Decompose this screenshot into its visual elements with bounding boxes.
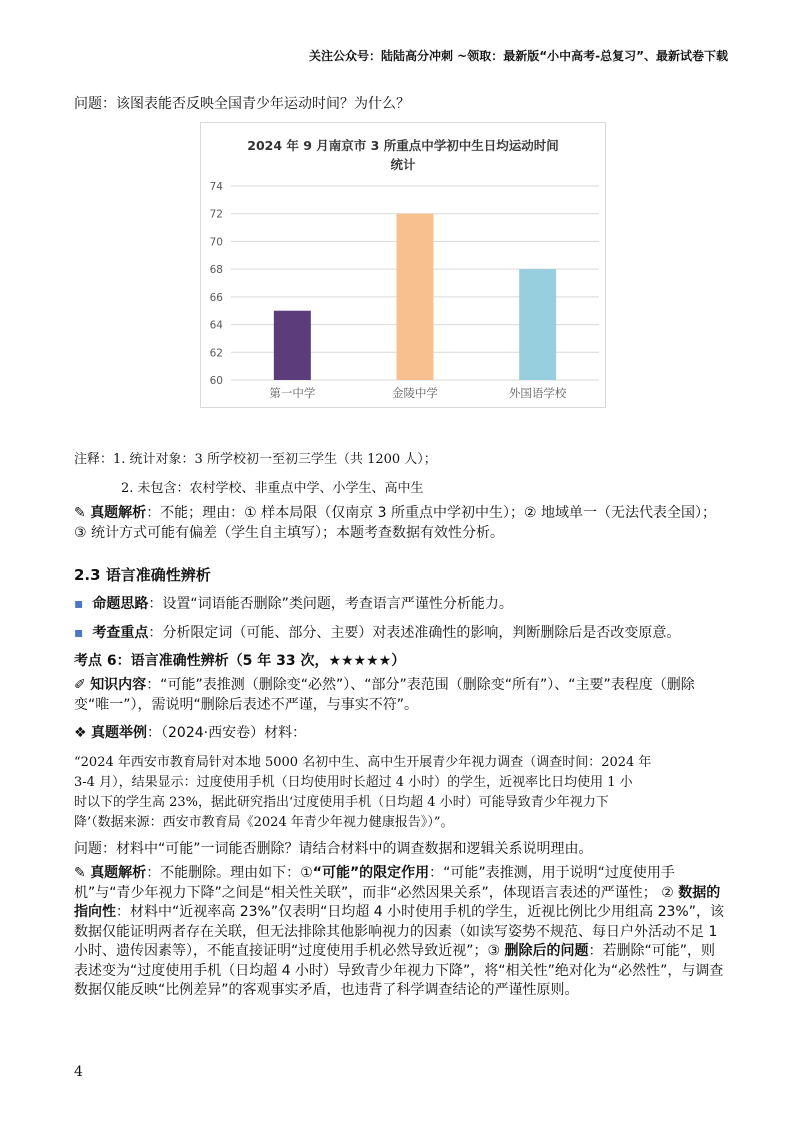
x-tick-label: 第一中学 bbox=[269, 386, 316, 400]
question-2: 问题：材料中“可能”一词能否删除？请结合材料中的调查数据和逻辑关系说明理由。 bbox=[74, 841, 593, 857]
bar-chart bbox=[200, 122, 606, 408]
point-1-number: ① bbox=[300, 865, 313, 881]
material-line: 降’（数据来源：西安市教育局《2024 年青少年视力健康报告》）”。 bbox=[74, 815, 454, 830]
knowledge-text: ：“可能”表推测（删除变“必然”）、“部分”表范围（删除变“所有”）、“主要”表程度（删除变“唯一”），需说明“删除后表述不严谨，与事实不符”。 bbox=[74, 677, 695, 713]
point-3-number: ③ bbox=[487, 943, 501, 959]
material-line: “2024 年西安市教育局针对本地 5000 名初中生、高中生开展青少年视力调查（调查时间：2024 年 bbox=[74, 755, 652, 770]
bar bbox=[519, 269, 556, 380]
point-3-text: ：若删除“可能”，则表述变为“过度使用手机（日均超 4 小时）导致青少年视力下降”，将“相关性”绝对化为“必然性”，与调查数据仅能反映“比例差异”的客观事实矛盾，也违背了科学调查结论的严谨性原则。 bbox=[74, 943, 724, 998]
chart-title-line1: 2024 年 9 月南京市 3 所重点中学初中生日均运动时间 bbox=[247, 138, 559, 153]
bar bbox=[274, 311, 311, 380]
kaodian-title: 考点 6：语言准确性辨析（5 年 33 次，★★★★★） bbox=[74, 653, 406, 669]
note-line-1: 注释：1. 统计对象：3 所学校初一至初三学生（共 1200 人）； bbox=[74, 452, 437, 467]
bullet-2 bbox=[74, 622, 680, 642]
pen-icon: ✐ bbox=[74, 677, 86, 693]
point-2-text: ：材料中“近视率高 23%”仅表明“日均超 4 小时使用手机的学生，近视比例比少用组高 23%”，该数据仅能证明两者存在关联，但无法排除其他影响视力的因素（如读写姿势不规范、每日户外活动不足 1 小时、遗传因素等），不能直接证明“过度使用手机必然导致近视”； bbox=[74, 904, 724, 959]
note-line-2: 2. 未包含：农村学校、非重点中学、小学生、高中生 bbox=[121, 481, 424, 496]
analysis-2 bbox=[74, 864, 724, 1001]
point-2-label: 数据的指向性 bbox=[74, 884, 721, 920]
material-line: 3-4 月），结果显示：过度使用手机（日均使用时长超过 4 小时）的学生，近视率比日均使用 1 小 bbox=[74, 775, 633, 790]
material-line: 时以下的学生高 23%，据此研究指出‘过度使用手机（日均超 4 小时）可能导致青少年视力下 bbox=[74, 795, 609, 810]
analysis-1 bbox=[74, 504, 724, 543]
bullet-2-text: ：分析限定词（可能、部分、主要）对表述准确性的影响，判断删除后是否改变原意。 bbox=[148, 625, 681, 641]
chart-x-ticks bbox=[269, 386, 567, 400]
point-2-number: ② bbox=[661, 884, 674, 901]
x-tick-label: 外国语学校 bbox=[508, 386, 567, 400]
point-1-text: ：“可能”表推测，用于说明“过度使用手机”与“青少年视力下降”之间是“相关性关联”，而非“必然因果关系”，体现语言表述的严谨性； bbox=[74, 865, 675, 901]
diamond-icon: ❖ bbox=[74, 725, 87, 741]
x-tick-label: 金陵中学 bbox=[392, 386, 438, 400]
section-title: 2.3 语言准确性辨析 bbox=[74, 566, 211, 584]
analysis-1-text: ：不能；理由：① 样本局限（仅南京 3 所重点中学初中生）；② 地域单一（无法代表全国）；③ 统计方式可能有偏差（学生自主填写）；本题考查数据有效性分析。 bbox=[74, 505, 716, 541]
y-tick-label: 62 bbox=[209, 347, 223, 360]
y-tick-label: 70 bbox=[209, 236, 223, 249]
point-1-label: “可能”的限定作用 bbox=[312, 865, 430, 881]
bullet-1-text: ：设置“词语能否删除”类问题，考查语言严谨性分析能力。 bbox=[148, 596, 513, 612]
chart-svg bbox=[201, 123, 605, 407]
analysis-2-intro: ：不能删除。理由如下： bbox=[146, 865, 301, 881]
y-tick-label: 60 bbox=[209, 375, 223, 387]
example-text: ：（2024·西安卷）材料： bbox=[147, 725, 307, 741]
y-tick-label: 74 bbox=[209, 181, 223, 193]
y-tick-label: 72 bbox=[209, 208, 223, 221]
bar bbox=[397, 214, 434, 380]
question-1: 问题：该图表能否反映全国青少年运动时间？为什么？ bbox=[74, 96, 410, 112]
bullet-1 bbox=[74, 593, 513, 613]
y-tick-label: 66 bbox=[209, 291, 223, 304]
analysis-1-label: 真题解析 bbox=[90, 505, 147, 521]
analysis-2-label: 真题解析 bbox=[90, 865, 147, 881]
point-3-label: 删除后的问题 bbox=[504, 943, 589, 959]
knowledge-label: 知识内容 bbox=[90, 677, 147, 693]
bullet-dot-icon: ▪ bbox=[74, 625, 84, 641]
chart-title-line2: 统计 bbox=[390, 157, 416, 172]
chart-y-ticks bbox=[210, 181, 224, 387]
y-tick-label: 68 bbox=[209, 264, 223, 277]
example-heading bbox=[74, 722, 306, 742]
bullet-2-label: 考查重点 bbox=[92, 625, 149, 641]
pencil-icon: ✎ bbox=[74, 865, 86, 881]
page-header: 关注公众号：陆陆高分冲刺 ~领取：最新版“小中高考-总复习”、最新试卷下载 bbox=[309, 49, 728, 63]
bullet-dot-icon: ▪ bbox=[74, 596, 84, 612]
pencil-icon: ✎ bbox=[74, 505, 86, 521]
example-label: 真题举例 bbox=[91, 725, 148, 741]
bullet-1-label: 命题思路 bbox=[92, 596, 149, 612]
y-tick-label: 64 bbox=[209, 319, 223, 332]
knowledge-block bbox=[74, 676, 724, 715]
page-number: 4 bbox=[74, 1064, 83, 1080]
